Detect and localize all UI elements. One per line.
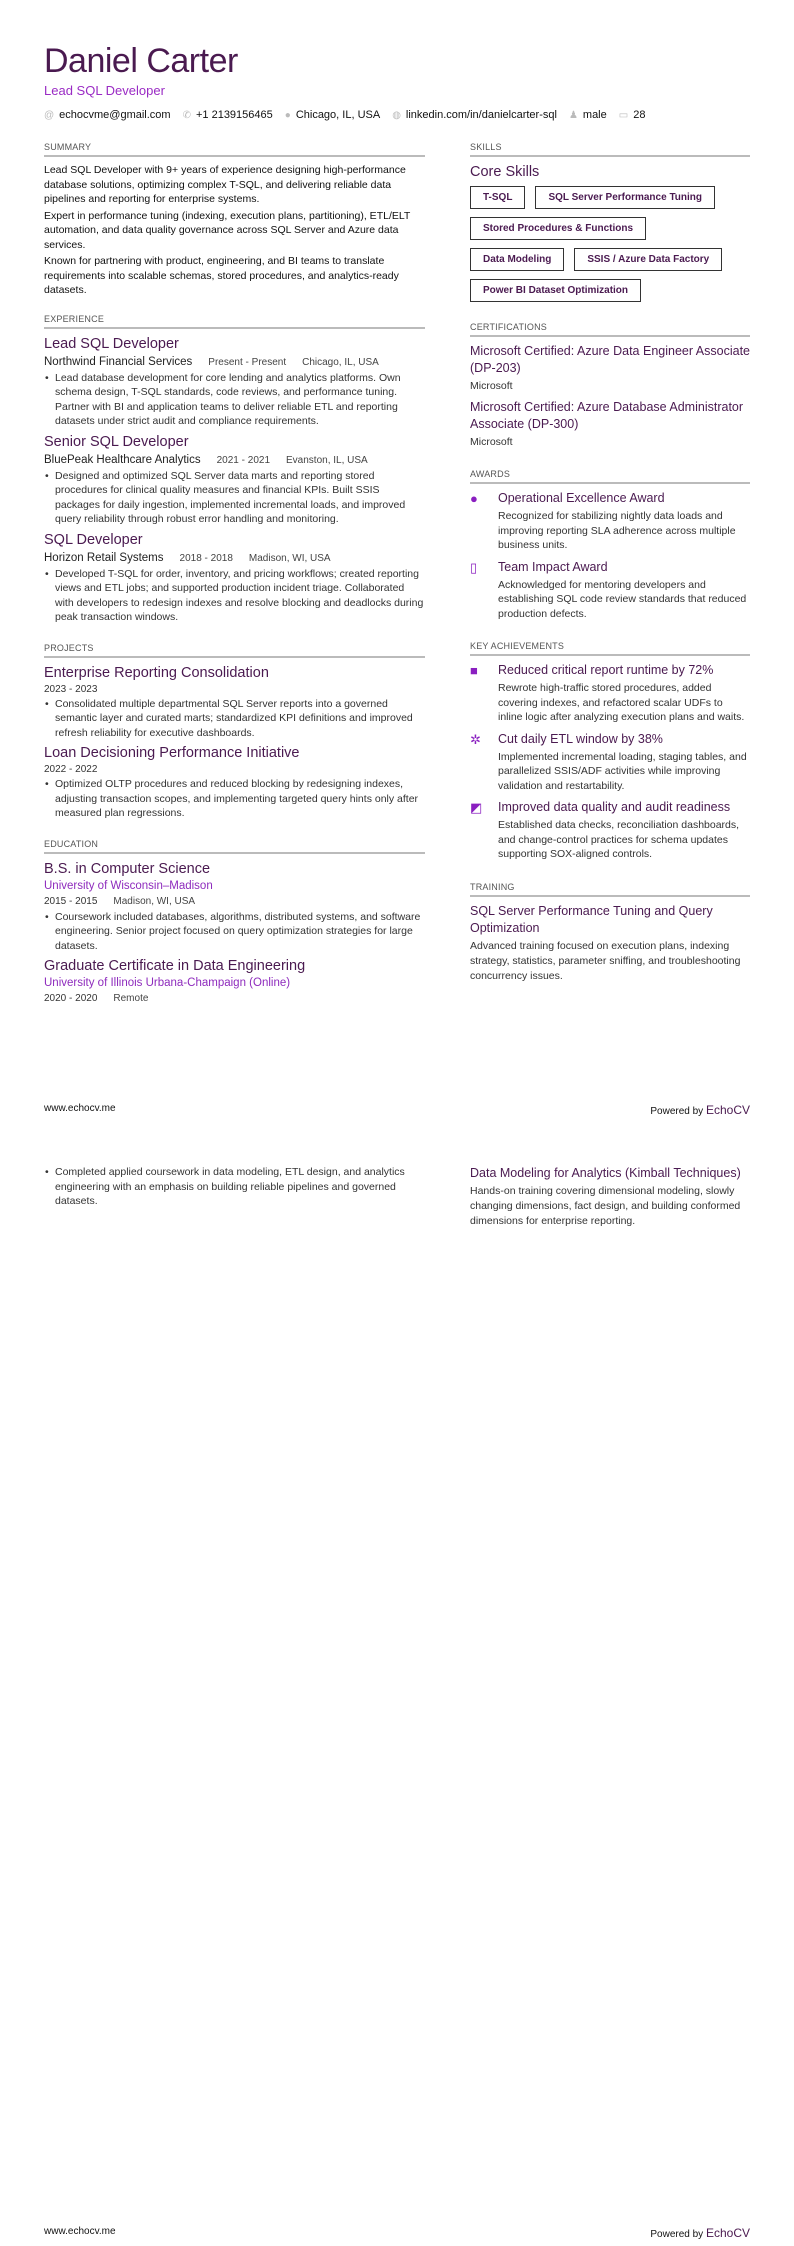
project-item (44, 744, 425, 821)
edu-bullet: • Completed applied coursework in data modeling, ETL design, and analytics engineering with an emphasis on building reliable pipelines and governed datasets. (44, 1165, 425, 1209)
skill-tag: Stored Procedures & Functions (470, 217, 646, 240)
company: Northwind Financial Services (44, 355, 193, 368)
project-bullet: • Consolidated multiple departmental SQL Server reports into a governed semantic layer and curated marts; standardized KPI definitions and improved refresh reliability for executive dashboards. (44, 697, 425, 741)
footer-site-link[interactable]: www.echocv.me (44, 2226, 116, 2237)
at-icon: @ (44, 110, 55, 121)
clipboard-icon: ■ (470, 663, 478, 678)
edu-bullet: • Coursework included databases, algorithms, distributed systems, and software engineering. Senior project focused on query optimization strategies for large datasets. (44, 910, 425, 954)
project-dates: 2023 - 2023 (44, 683, 98, 695)
school: University of Wisconsin–Madison (44, 879, 213, 892)
job-location: Evanston, IL, USA (286, 454, 368, 466)
training-desc: Advanced training focused on execution plans, indexing strategy, statistics, parameter sniffing, and troubleshooting concurrency issues. (470, 939, 741, 982)
job-bullet: • Lead database development for core lending and analytics platforms. Own schema design, T-SQL standards, code reviews, and performance tuning. Partner with BI and application teams to deliver reliable ETL and reporting datasets under strict audit and compliance requirements. (44, 371, 425, 429)
job-title: SQL Developer (44, 531, 143, 548)
footer-powered-by[interactable] (650, 1103, 750, 1117)
summary-paragraph: Expert in performance tuning (indexing, execution plans, partitioning), ETL/ELT automation, and data quality governance across SQL Server and Azure data services. (44, 209, 411, 251)
mobile-icon: ▯ (470, 559, 478, 575)
achievements-section (470, 641, 750, 862)
section-heading: CERTIFICATIONS (470, 322, 750, 337)
achievement-item (470, 662, 750, 725)
candidate-name: Daniel Carter (44, 42, 238, 80)
section-heading: PROJECTS (44, 643, 425, 658)
degree: B.S. in Computer Science (44, 860, 211, 877)
edu-location: Madison, WI, USA (113, 895, 196, 907)
awards-section (470, 469, 750, 621)
contact-email[interactable]: @ echocvme@gmail.com (44, 109, 171, 121)
summary-section (44, 142, 425, 298)
cert-issuer: Microsoft (470, 380, 513, 392)
contact-phone[interactable]: ✆ +1 2139156465 (182, 109, 273, 121)
skill-tag: T-SQL (470, 186, 525, 209)
section-heading: AWARDS (470, 469, 750, 484)
project-bullet: • Optimized OLTP procedures and reduced blocking by redesigning indexes, adjusting transaction scopes, and implementing targeted query hints only after measured plan regressions. (44, 777, 425, 821)
education-item (44, 957, 425, 1007)
edu-location: Remote (113, 993, 149, 1004)
flag-icon: ◩ (470, 800, 483, 815)
skill-tag: SQL Server Performance Tuning (535, 186, 715, 209)
achievement-desc: Established data checks, reconciliation dashboards, and change-control practices for schema updates supporting SOX-aligned controls. (498, 819, 740, 860)
job-dates: Present - Present (208, 356, 287, 368)
speech-bubble-icon: ● (470, 491, 478, 506)
award-item (470, 490, 750, 553)
phone-icon: ✆ (182, 110, 191, 121)
job-dates: 2018 - 2018 (179, 552, 233, 564)
edu-dates: 2015 - 2015 (44, 895, 98, 907)
globe-icon: ◍ (392, 110, 401, 121)
award-desc: Recognized for stabilizing nightly data loads and improving reporting SLA adherence across multiple business units. (498, 510, 736, 551)
training-title: SQL Server Performance Tuning and Query Optimization (470, 903, 713, 935)
summary-paragraph: Known for partnering with product, engineering, and BI teams to translate requirements into scalable schemas, stored procedures, and analytics-ready datasets. (44, 255, 399, 296)
achievement-title: Reduced critical report runtime by 72% (498, 663, 714, 677)
section-heading: TRAINING (470, 882, 750, 897)
resume-page-2 (0, 1123, 794, 2246)
candidate-title: Lead SQL Developer (44, 83, 165, 98)
job-location: Chicago, IL, USA (302, 356, 379, 368)
experience-item (44, 531, 425, 625)
company: BluePeak Healthcare Analytics (44, 453, 201, 466)
experience-item (44, 335, 425, 429)
contact-location: ● Chicago, IL, USA (284, 109, 381, 121)
footer-powered-by[interactable] (650, 2226, 750, 2240)
job-title: Lead SQL Developer (44, 335, 179, 352)
left-column-continued (44, 1165, 425, 1213)
contact-linkedin[interactable]: ◍ linkedin.com/in/danielcarter-sql (392, 109, 557, 121)
contact-age: ▭ 28 (618, 109, 646, 121)
experience-section (44, 314, 425, 625)
achievement-desc: Implemented incremental loading, staging tables, and parallelized SSIS/ADF activities while improving validation and restartability. (498, 750, 747, 792)
section-heading: EXPERIENCE (44, 314, 425, 329)
left-column (44, 142, 425, 1007)
school: University of Illinois Urbana-Champaign (Online) (44, 977, 291, 989)
skill-tag: Data Modeling (470, 248, 564, 271)
achievement-desc: Rewrote high-traffic stored procedures, added covering indexes, and refactored scalar UDFs to inline logic after analyzing execution plans and waits. (498, 682, 745, 723)
footer-site-link[interactable]: www.echocv.me (44, 1103, 116, 1114)
achievement-item (470, 731, 750, 794)
project-title: Enterprise Reporting Consolidation (44, 664, 269, 681)
sparkle-icon: ✲ (470, 731, 481, 747)
job-bullet: • Designed and optimized SQL Server data marts and reporting stored procedures for clinical quality measures and financial KPIs. Built SSIS packages for daily ingestion, implemented incremental loads, and improved query reliability through robust error handling and monitoring. (44, 469, 425, 527)
award-title: Operational Excellence Award (498, 491, 665, 505)
location-icon: ● (284, 110, 291, 121)
training-title: Data Modeling for Analytics (Kimball Techniques) (470, 1166, 741, 1180)
certifications-section (470, 322, 750, 450)
brand-name: EchoCV (705, 1103, 750, 1117)
achievement-title: Improved data quality and audit readiness (498, 800, 731, 814)
project-title: Loan Decisioning Performance Initiative (44, 745, 300, 761)
section-heading: SKILLS (470, 142, 750, 157)
award-desc: Acknowledged for mentoring developers and establishing SQL code review standards that reduced production defects. (498, 578, 747, 620)
edu-dates: 2020 - 2020 (44, 993, 98, 1004)
job-title: Senior SQL Developer (44, 433, 189, 450)
degree: Graduate Certificate in Data Engineering (44, 958, 306, 974)
job-dates: 2021 - 2021 (216, 454, 271, 466)
skill-group-title: Core Skills (470, 164, 540, 180)
achievement-title: Cut daily ETL window by 38% (498, 731, 663, 746)
award-item (470, 559, 750, 622)
education-item (44, 860, 425, 954)
achievement-item (470, 799, 750, 862)
job-bullet: • Developed T-SQL for order, inventory, and pricing workflows; created reporting views and ETL jobs; and supported production incident triage. Collaborated with developers to redesign indexes and resolve blocking and deadlocks during peak transaction windows. (44, 567, 425, 625)
contact-gender: ♟ male (568, 109, 607, 121)
section-heading: KEY ACHIEVEMENTS (470, 641, 750, 656)
brand-name: EchoCV (705, 2226, 750, 2240)
powered-by-text: Powered by (650, 1106, 704, 1117)
section-heading: EDUCATION (44, 839, 425, 854)
job-location: Madison, WI, USA (248, 552, 331, 564)
section-heading: SUMMARY (44, 142, 425, 157)
right-column (470, 142, 750, 989)
skill-tag: SSIS / Azure Data Factory (574, 248, 722, 271)
cert-name: Microsoft Certified: Azure Database Administrator Associate (DP-300) (470, 400, 744, 431)
cert-name: Microsoft Certified: Azure Data Engineer Associate (DP-203) (470, 344, 750, 375)
award-title: Team Impact Award (498, 559, 608, 574)
person-icon: ♟ (568, 110, 578, 121)
skill-tag: Power BI Dataset Optimization (470, 279, 641, 302)
project-dates: 2022 - 2022 (44, 764, 98, 775)
summary-paragraph: Lead SQL Developer with 9+ years of experience designing high-performance database solutions, optimizing complex T-SQL, and delivering reliable data pipelines and reporting for enterprise systems. (44, 164, 406, 205)
powered-by-text: Powered by (650, 2229, 704, 2240)
projects-section (44, 643, 425, 821)
cert-issuer: Microsoft (470, 436, 513, 448)
training-section (470, 882, 750, 984)
skills-section (470, 142, 750, 302)
education-section (44, 839, 425, 1008)
experience-item (44, 433, 425, 527)
training-desc: Hands-on training covering dimensional modeling, slowly changing dimensions, fact design, and building conformed dimensions for enterprise reporting. (470, 1185, 741, 1227)
project-item (44, 664, 425, 741)
contact-row (44, 109, 645, 121)
calendar-icon: ▭ (618, 110, 629, 121)
right-column-continued (470, 1161, 750, 1234)
company: Horizon Retail Systems (44, 551, 164, 564)
